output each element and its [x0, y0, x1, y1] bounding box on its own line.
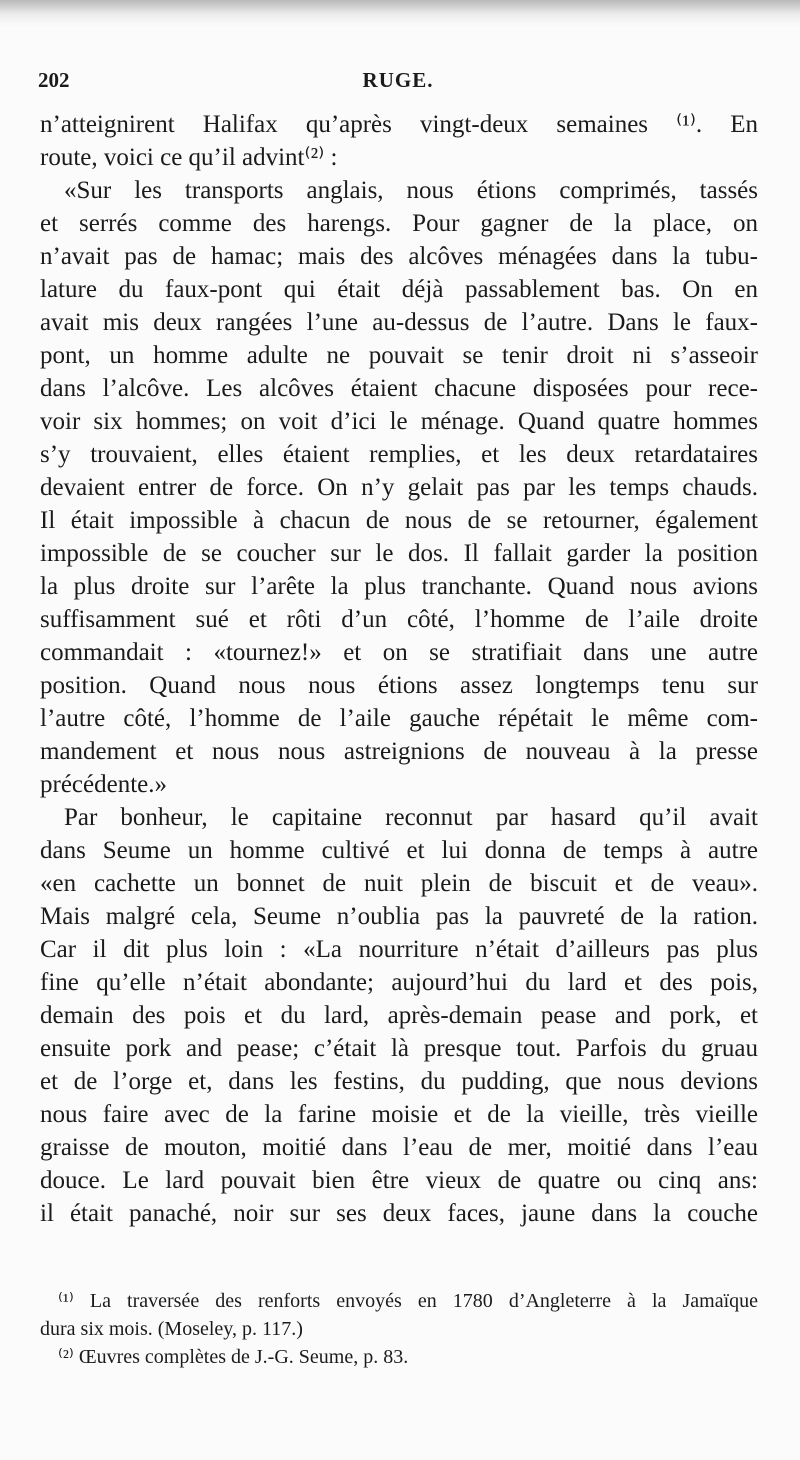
text-line: impossible de se coucher sur le dos. Il fallait garder la position: [40, 540, 758, 567]
footnotes: [40, 1287, 758, 1371]
text-line: la plus droite sur l’arête la plus tranchante. Quand nous avions: [40, 573, 758, 600]
page-top-edge: [0, 0, 800, 26]
text-line: Par bonheur, le capitaine reconnut par hasard qu’il avait: [64, 804, 758, 831]
text-line: voir six hommes; on voit d’ici le ménage. Quand quatre hommes: [40, 408, 758, 435]
text-line: douce. Le lard pouvait bien être vieux de quatre ou cinq ans:: [40, 1167, 758, 1194]
text-line: Car il dit plus loin : «La nourriture n’était d’ailleurs pas plus: [40, 936, 758, 963]
text-line: graisse de mouton, moitié dans l’eau de mer, moitié dans l’eau: [40, 1134, 758, 1161]
running-head: [38, 68, 758, 98]
text-line: position. Quand nous nous étions assez longtemps tenu sur: [40, 672, 758, 699]
text-line: fine qu’elle n’était abondante; aujourd’hui du lard et des pois,: [40, 969, 758, 996]
text-line: «Sur les transports anglais, nous étions comprimés, tassés: [64, 177, 758, 204]
text-line: s’y trouvaient, elles étaient remplies, et les deux retardataires: [40, 441, 758, 468]
body-text: [40, 108, 758, 1230]
text-line: n’avait pas de hamac; mais des alcôves ménagées dans la tubu-: [40, 243, 758, 270]
text-line: n’atteignirent Halifax qu’après vingt-deux semaines ⁽¹⁾. En: [40, 111, 758, 138]
text-line: et serrés comme des harengs. Pour gagner de la place, on: [40, 210, 758, 237]
text-line: mandement et nous nous astreignions de nouveau à la presse: [40, 738, 758, 765]
text-line: dans l’alcôve. Les alcôves étaient chacune disposées pour rece-: [40, 375, 758, 402]
text-line: Mais malgré cela, Seume n’oublia pas la pauvreté de la ration.: [40, 903, 758, 930]
text-line: nous faire avec de la farine moisie et de la vieille, très vieille: [40, 1101, 758, 1128]
text-line: ensuite pork and pease; c’était là presque tout. Parfois du gruau: [40, 1035, 758, 1062]
text-line: «en cachette un bonnet de nuit plein de biscuit et de veau».: [40, 870, 758, 897]
footnote-2: ⁽²⁾ Œuvres complètes de J.-G. Seume, p. 83.: [58, 1346, 409, 1368]
text-line: l’autre côté, l’homme de l’aile gauche répétait le même com-: [40, 705, 758, 732]
text-line: devaient entrer de force. On n’y gelait pas par les temps chauds.: [40, 474, 758, 501]
text-line: commandait : «tournez!» et on se stratifiait dans une autre: [40, 639, 758, 666]
text-line: précédente.»: [40, 771, 168, 798]
text-line: lature du faux-pont qui était déjà passablement bas. On en: [40, 276, 758, 303]
text-line: demain des pois et du lard, après-demain pease and pork, et: [40, 1002, 758, 1029]
footnote-1-continued: dura six mois. (Moseley, p. 117.): [40, 1318, 303, 1340]
text-line: il était panaché, noir sur ses deux faces, jaune dans la couche: [40, 1200, 758, 1227]
text-line: route, voici ce qu’il advint⁽²⁾ :: [40, 144, 338, 171]
text-line: Il était impossible à chacun de nous de se retourner, également: [40, 507, 758, 534]
text-line: avait mis deux rangées l’une au-dessus de l’autre. Dans le faux-: [40, 309, 758, 336]
text-line: dans Seume un homme cultivé et lui donna de temps à autre: [40, 837, 758, 864]
text-line: et de l’orge et, dans les festins, du pudding, que nous devions: [40, 1068, 758, 1095]
text-line: suffisamment sué et rôti d’un côté, l’homme de l’aile droite: [40, 606, 758, 633]
footnote-1: ⁽¹⁾ La traversée des renforts envoyés en 1780 d’Angleterre à la Jamaïque: [58, 1290, 758, 1312]
running-title: RUGE.: [362, 68, 434, 92]
text-line: pont, un homme adulte ne pouvait se tenir droit ni s’asseoir: [40, 342, 758, 369]
page-number: 202: [38, 68, 70, 92]
